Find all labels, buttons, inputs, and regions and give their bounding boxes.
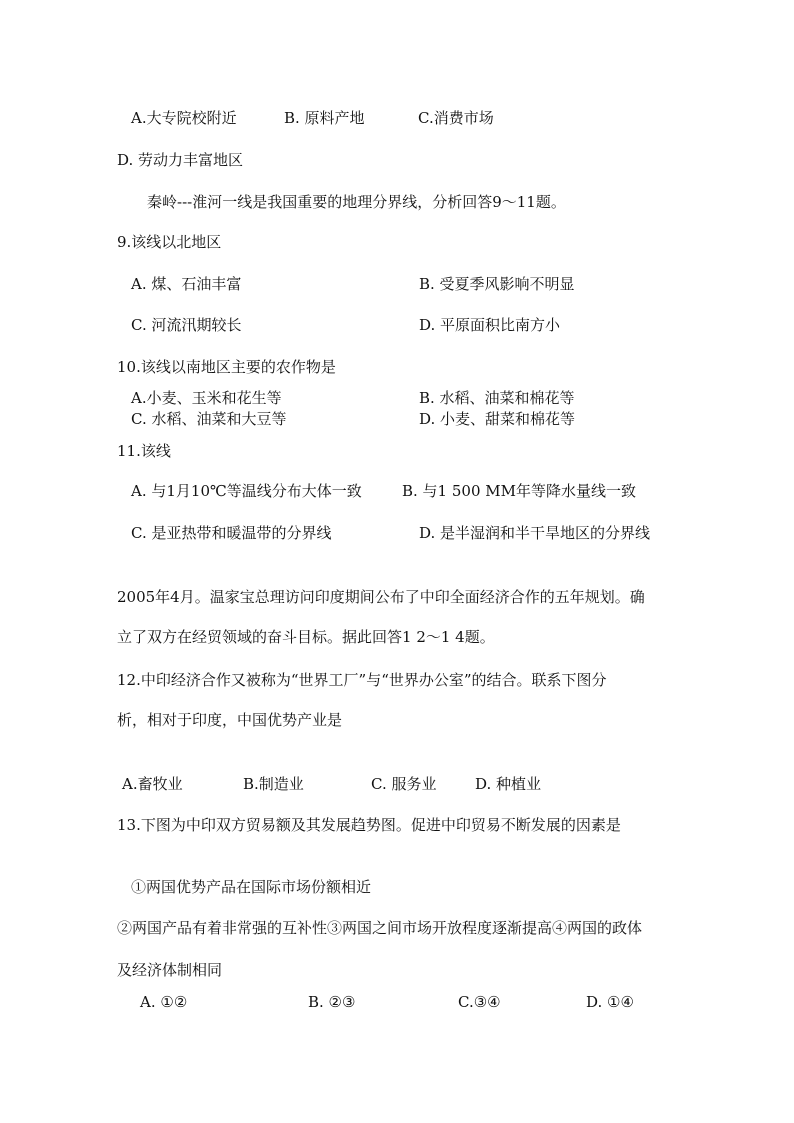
q13-option-b: B. ②③ [308,993,356,1011]
q13-statement-4-continued: 及经济体制相同 [117,961,223,979]
q12-stem-line-1: 12.中印经济合作又被称为“世界工厂”与“世界办公室”的结合。联系下图分 [117,671,607,689]
q13-option-d: D. ①④ [586,993,634,1011]
q11-option-b: B. 与1 500 MM年等降水量线一致 [402,482,636,500]
q12-option-a: A.畜牧业 [122,775,183,793]
q9-option-a: A. 煤、石油丰富 [131,275,242,293]
q11-option-a: A. 与1月10℃等温线分布大体一致 [131,482,362,500]
q12-option-c: C. 服务业 [371,775,437,793]
q9-option-d: D. 平原面积比南方小 [419,316,561,334]
q8-option-c: C.消费市场 [418,109,494,127]
q9-stem: 9.该线以北地区 [117,233,222,251]
q8-option-a: A.大专院校附近 [131,109,237,127]
section-12-14-intro-line-1: 2005年4月。温家宝总理访问印度期间公布了中印全面经济合作的五年规划。确 [117,588,645,606]
q13-statement-1: ①两国优势产品在国际市场份额相近 [131,878,372,896]
q9-option-b: B. 受夏季风影响不明显 [419,275,575,293]
q10-option-d: D. 小麦、甜菜和棉花等 [419,410,576,428]
q13-stem: 13.下图为中印双方贸易额及其发展趋势图。促进中印贸易不断发展的因素是 [117,816,621,834]
q9-option-c: C. 河流汛期较长 [131,316,242,334]
q12-stem-line-2: 析，相对于印度，中国优势产业是 [117,711,343,729]
q8-option-b: B. 原料产地 [284,109,365,127]
q11-stem: 11.该线 [117,442,171,460]
q13-statements-2-4: ②两国产品有着非常强的互补性③两国之间市场开放程度逐渐提高④两国的政体 [117,919,643,937]
q12-option-d: D. 种植业 [475,775,542,793]
q13-option-a: A. ①② [140,993,188,1011]
q10-stem: 10.该线以南地区主要的农作物是 [117,358,336,376]
q10-option-a: A.小麦、玉米和花生等 [131,389,282,407]
q10-option-b: B. 水稻、油菜和棉花等 [419,389,575,407]
q11-option-c: C. 是亚热带和暖温带的分界线 [131,524,332,542]
q10-option-c: C. 水稻、油菜和大豆等 [131,410,287,428]
q12-option-b: B.制造业 [243,775,304,793]
q8-option-d: D. 劳动力丰富地区 [117,151,244,169]
section-9-11-intro: 秦岭---淮河一线是我国重要的地理分界线，分析回答9～11题。 [147,193,566,211]
q13-option-c: C.③④ [458,993,501,1011]
q11-option-d: D. 是半湿润和半干旱地区的分界线 [419,524,651,542]
section-12-14-intro-line-2: 立了双方在经贸领域的奋斗目标。据此回答1 2～1 4题。 [117,628,495,646]
